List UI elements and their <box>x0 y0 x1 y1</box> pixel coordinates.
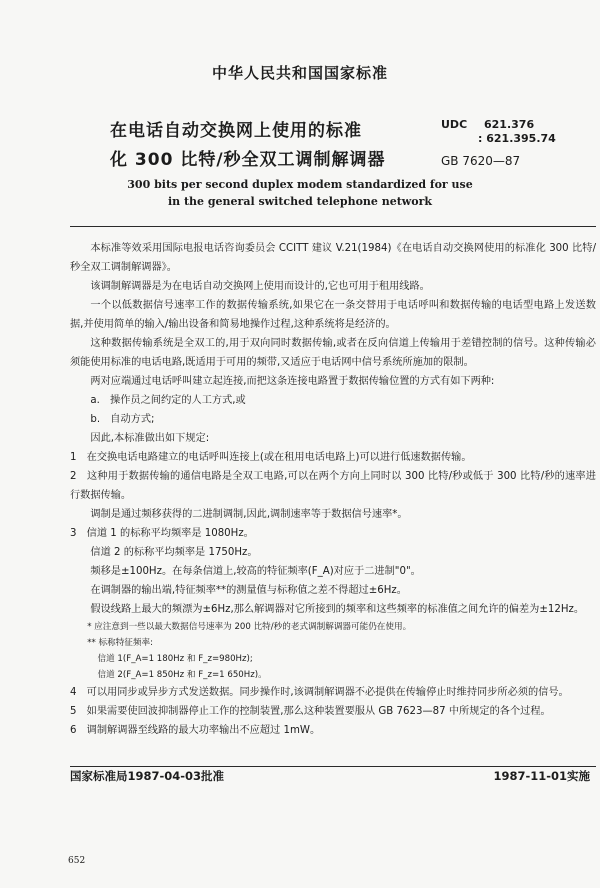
clause-6: 6 调制解调器至线路的最大功率输出不应超过 1mW。 <box>70 725 321 736</box>
footnote: 信道 1(F_A=1 180Hz 和 F_z=980Hz); <box>97 654 253 664</box>
paragraph: 信道 2 的标称平均频率是 1750Hz。 <box>90 547 258 558</box>
clause-3: 3 信道 1 的标称平均频率是 1080Hz。 <box>70 528 254 539</box>
standard-type-header: 中华人民共和国国家标准 <box>211 64 388 82</box>
footnote: * 应注意到一些以最大数据信号速率为 200 比特/秒的老式调制解调器可能仍在使用。 <box>87 622 412 632</box>
standard-body <box>70 239 596 740</box>
paragraph: 因此,本标准做出如下规定: <box>90 433 210 444</box>
footnote: ** 标称特征频率: <box>87 638 153 648</box>
implementation-date: 1987-11-01实施 <box>493 769 590 783</box>
udc-code-1: 621.376 <box>484 118 535 131</box>
clause-2: 2 这种用于数据传输的通信电路是全双工电路,可以在两个方向上同时以 300 比特/秒或低于 300 比特/秒的速率进行数据传输。 <box>70 471 596 501</box>
title-cn-line1: 在电话自动交换网上使用的标准 <box>110 121 362 141</box>
clause-4: 4 可以用同步或异步方式发送数据。同步操作时,该调制解调器不必提供在传输停止时维持同步所必须的信号。 <box>70 687 569 698</box>
paragraph: 假设线路上最大的频漂为±6Hz,那么解调器对它所接到的频率和这些频率的标准值之间允许的偏差为±12Hz。 <box>90 604 585 615</box>
list-item: b. 自动方式; <box>90 414 155 425</box>
paragraph: 在调制器的输出端,特征频率**的测量值与标称值之差不得超过±6Hz。 <box>90 585 407 596</box>
paragraph: 两对应端通过电话呼叫建立起连接,而把这条连接电路置于数据传输位置的方式有如下两种: <box>90 376 495 387</box>
list-item: a. 操作员之间约定的人工方式,或 <box>90 395 246 406</box>
paragraph: 调制是通过频移获得的二进制调制,因此,调制速率等于数据信号速率*。 <box>90 509 408 520</box>
page-number: 652 <box>68 856 86 866</box>
paragraph: 该调制解调器是为在电话自动交换网上使用而设计的,它也可用于租用线路。 <box>90 281 430 292</box>
paragraph: 一个以低数据信号速率工作的数据传输系统,如果它在一条交替用于电话呼叫和数据传输的电话型电路上发送数据,并使用简单的输入/输出设备和简易地操作过程,这种系统将是经济的。 <box>70 300 596 330</box>
approval-date: 国家标准局1987-04-03批准 <box>70 769 225 783</box>
udc-code-2: : 621.395.74 <box>478 132 556 145</box>
title-cn-line2: 化 300 比特/秒全双工调制解调器 <box>110 150 386 170</box>
udc-label: UDC <box>441 118 468 131</box>
footer-divider <box>70 766 596 767</box>
clause-5: 5 如果需要使回波抑制器停止工作的控制装置,那么这种装置要服从 GB 7623—87 中所规定的各个过程。 <box>70 706 551 717</box>
paragraph: 本标准等效采用国际电报电话咨询委员会 CCITT 建议 V.21(1984)《在电话自动交换网使用的标准化 300 比特/秒全双工调制解调器》。 <box>70 243 596 273</box>
title-en-line2: in the general switched telephone network <box>167 195 433 208</box>
paragraph: 频移是±100Hz。在每条信道上,较高的特征频率(F_A)对应于二进制"0"。 <box>90 566 421 577</box>
paragraph: 这种数据传输系统是全双工的,用于双向同时数据传输,或者在反向信道上传输用于差错控制的信号。这种传输必须能使用标准的电话电路,既适用于可用的频带,又适应于电话网中信号系统所施加的限制。 <box>70 338 596 368</box>
clause-1: 1 在交换电话电路建立的电话呼叫连接上(或在租用电话电路上)可以进行低速数据传输。 <box>70 452 472 463</box>
footnote: 信道 2(F_A=1 850Hz 和 F_z=1 650Hz)。 <box>97 670 267 680</box>
gb-number: GB 7620—87 <box>441 154 521 168</box>
header-divider <box>70 226 596 227</box>
title-en-line1: 300 bits per second duplex modem standardized for use <box>127 178 473 191</box>
